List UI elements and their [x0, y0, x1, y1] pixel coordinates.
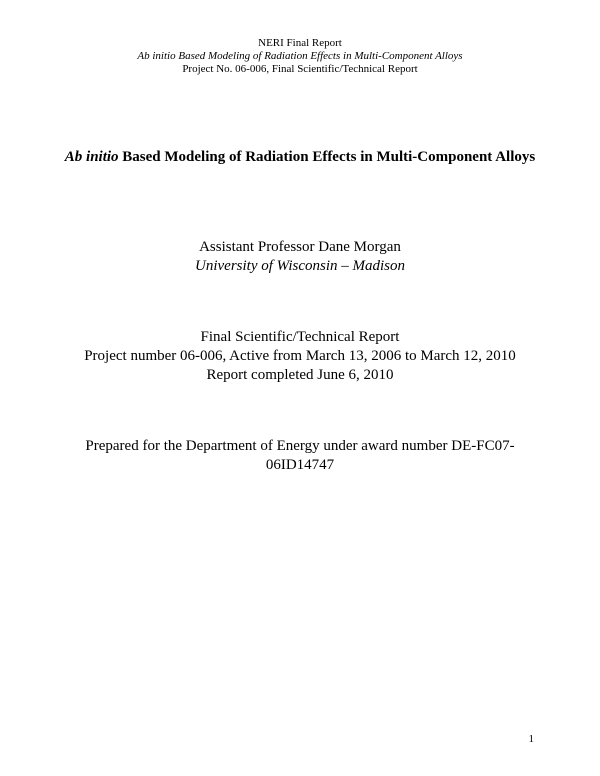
- document-title: [60, 147, 540, 167]
- author-affiliation: University of Wisconsin – Madison: [195, 258, 405, 274]
- header-report-title: Ab initio Based Modeling of Radiation Effects in Multi-Component Alloys: [137, 50, 463, 62]
- title-rest: Based Modeling of Radiation Effects in Multi-Component Alloys: [118, 149, 536, 165]
- page-number: 1: [528, 733, 534, 745]
- report-type: Final Scientific/Technical Report: [200, 329, 400, 345]
- author-name: Assistant Professor Dane Morgan: [199, 239, 401, 255]
- report-project-dates: Project number 06-006, Active from March 13, 2006 to March 12, 2010: [84, 348, 516, 364]
- report-completion-date: Report completed June 6, 2010: [206, 367, 394, 383]
- header-report-name: NERI Final Report: [258, 37, 342, 49]
- header-project-info: Project No. 06-006, Final Scientific/Technical Report: [182, 63, 418, 75]
- title-italic-part: Ab initio: [64, 149, 119, 165]
- prepared-for-statement: Prepared for the Department of Energy under award number DE-FC07-06ID14747: [85, 438, 515, 473]
